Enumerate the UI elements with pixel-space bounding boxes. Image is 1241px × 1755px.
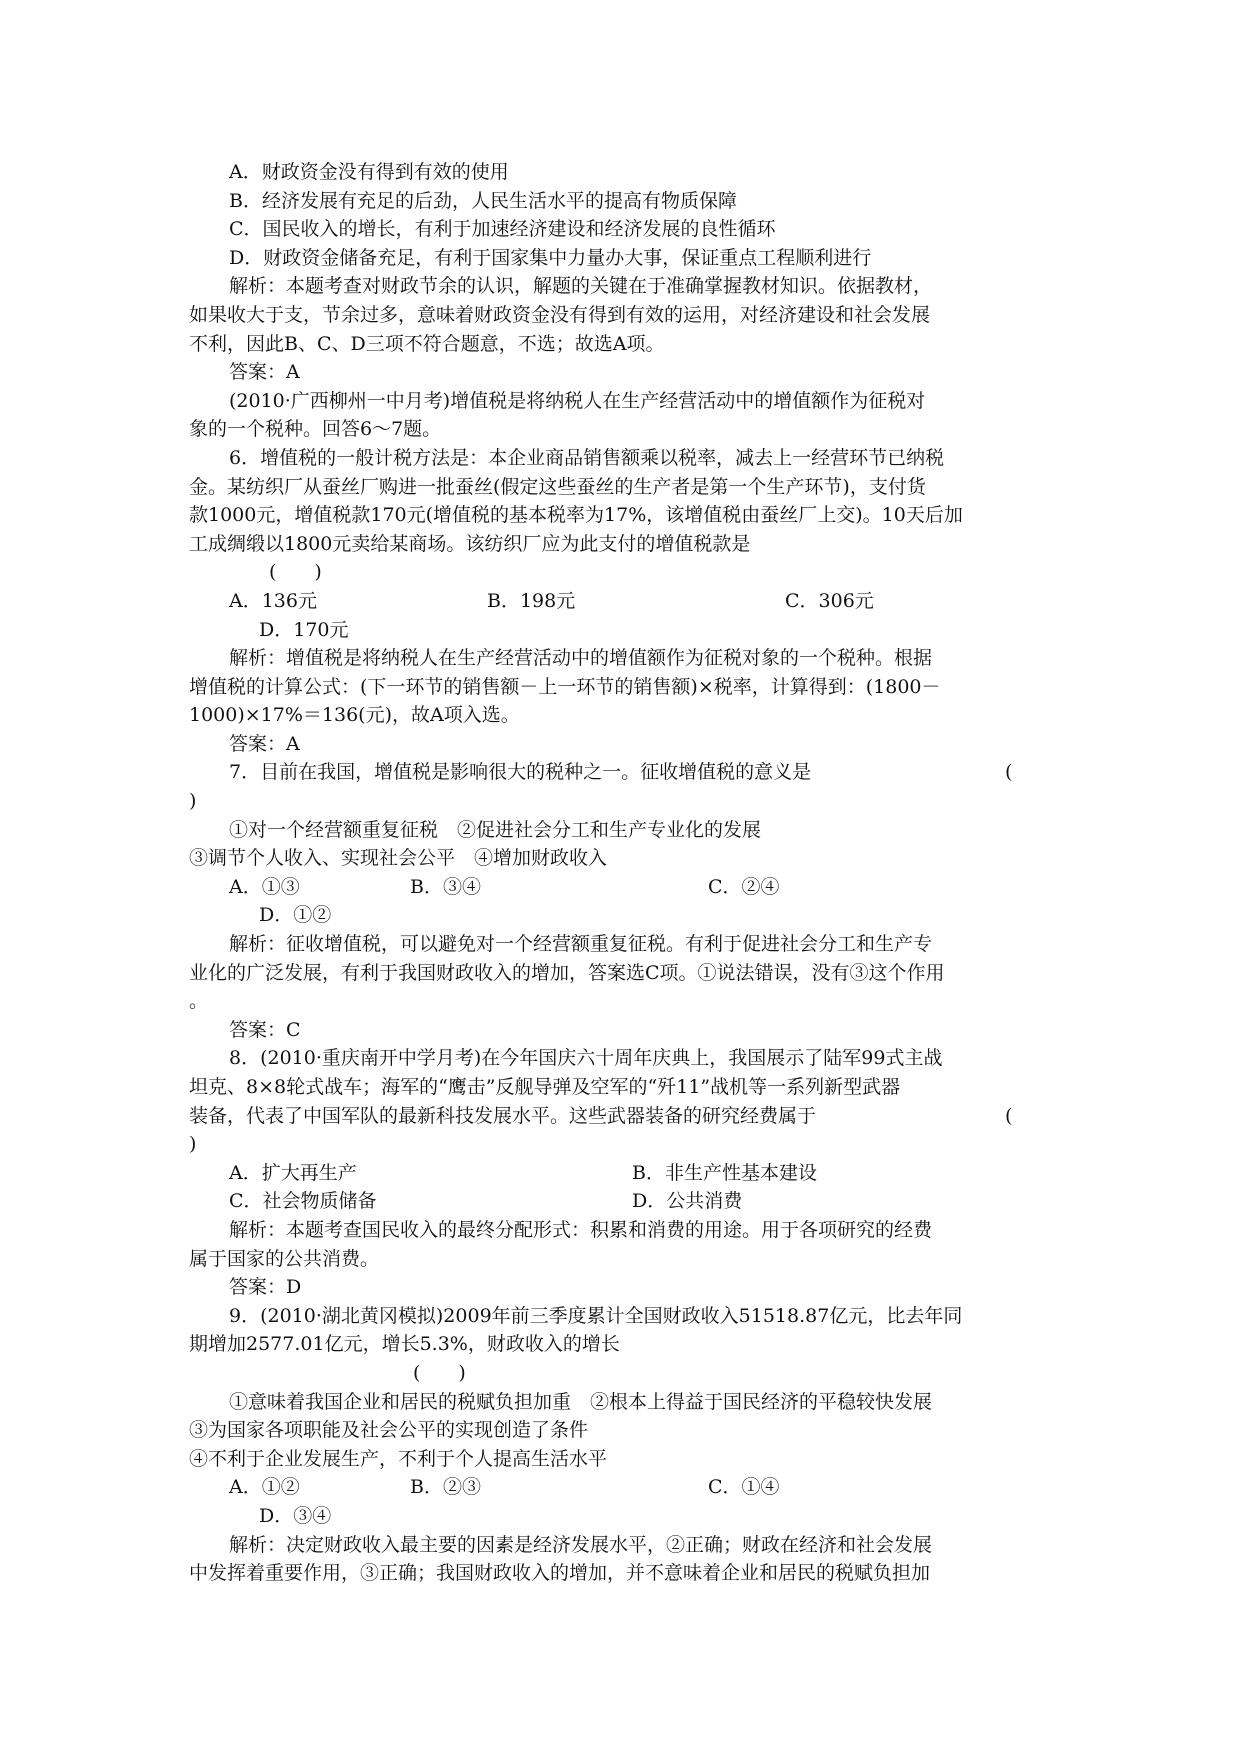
q8-paren-close: ) xyxy=(189,1133,197,1156)
q5-option-b: B．经济发展有充足的后劲，人民生活水平的提高有物质保障 xyxy=(229,189,737,212)
q6-option-d: D．170元 xyxy=(259,618,349,641)
q8-stem-line: 装备，代表了中国军队的最新科技发展水平。这些武器装备的研究经费属于 xyxy=(189,1104,817,1127)
q8-answer: 答案：D xyxy=(229,1276,302,1299)
q9-stem-line: 9．(2010·湖北黄冈模拟)2009年前三季度累计全国财政收入51518.87亿元，比去年同 xyxy=(229,1304,963,1327)
intro-line: 象的一个税种。回答6～7题。 xyxy=(189,418,442,441)
q8-stem-line: 8．(2010·重庆南开中学月考)在今年国庆六十周年庆典上，我国展示了陆军99式主战 xyxy=(229,1047,943,1070)
q8-option-b: B．非生产性基本建设 xyxy=(632,1161,817,1184)
q8-options-row xyxy=(189,1159,1049,1188)
q6-analysis-line: 解析：增值税是将纳税人在生产经营活动中的增值额作为征税对象的一个税种。根据 xyxy=(229,647,933,670)
q9-answer-blank: ( ) xyxy=(413,1361,466,1384)
q8-options-row xyxy=(189,1187,1049,1216)
q9-option-c: C．①④ xyxy=(708,1476,780,1499)
q6-analysis-line: 1000)×17%＝136(元)，故A项入选。 xyxy=(189,704,520,727)
q7-answer: 答案：C xyxy=(229,1018,301,1041)
q9-options-row xyxy=(189,1473,1049,1502)
q7-option-d: D．①② xyxy=(259,904,332,927)
q8-analysis-line: 解析：本题考查国民收入的最终分配形式：积累和消费的用途。用于各项研究的经费 xyxy=(229,1218,933,1241)
q8-stem-row xyxy=(189,1102,1049,1131)
q7-stem-row xyxy=(189,758,1049,787)
q7-stem: 7．目前在我国，增值税是影响很大的税种之一。征收增值税的意义是 xyxy=(229,761,812,784)
document-body xyxy=(189,158,1049,1588)
q8-option-c: C．社会物质储备 xyxy=(229,1190,377,1213)
q5-analysis-line: 不利，因此B、C、D三项不符合题意，不选；故选A项。 xyxy=(189,332,665,355)
q9-analysis-line: 解析：决定财政收入最主要的因素是经济发展水平，②正确；财政在经济和社会发展 xyxy=(229,1533,933,1556)
q8-analysis-line: 属于国家的公共消费。 xyxy=(189,1247,380,1270)
q9-stem-line: 期增加2577.01亿元，增长5.3%，财政收入的增长 xyxy=(189,1333,620,1356)
q9-items-line: ④不利于企业发展生产，不利于个人提高生活水平 xyxy=(189,1447,608,1470)
q6-option-b: B．198元 xyxy=(487,589,576,612)
q6-stem-line: 金。某纺织厂从蚕丝厂购进一批蚕丝(假定这些蚕丝的生产者是第一个生产环节)，支付货 xyxy=(189,475,926,498)
q9-analysis-line: 中发挥着重要作用，③正确；我国财政收入的增加，并不意味着企业和居民的税赋负担加 xyxy=(189,1562,931,1585)
q5-analysis-line: 解析：本题考查对财政节余的认识，解题的关键在于准确掌握教材知识。依据教材， xyxy=(229,275,933,298)
q5-option-a: A．财政资金没有得到有效的使用 xyxy=(229,161,509,183)
q6-answer-blank: ( ) xyxy=(269,561,322,584)
q6-analysis-line: 增值税的计算公式：(下一环节的销售额－上一环节的销售额)×税率，计算得到：(1800－ xyxy=(189,675,941,698)
q7-option-a: A．①③ xyxy=(229,875,300,898)
q7-items-line: ①对一个经营额重复征税 ②促进社会分工和生产专业化的发展 xyxy=(229,818,762,841)
q7-analysis-line: 解析：征收增值税，可以避免对一个经营额重复征税。有利于促进社会分工和生产专 xyxy=(229,933,933,956)
q8-paren-open: ( xyxy=(1005,1104,1013,1127)
q6-answer: 答案：A xyxy=(229,732,300,755)
q5-analysis-line: 如果收大于支，节余过多，意味着财政资金没有得到有效的运用，对经济建设和社会发展 xyxy=(189,303,931,326)
q9-option-b: B．②③ xyxy=(410,1476,481,1499)
q8-option-a: A．扩大再生产 xyxy=(229,1161,357,1184)
q9-option-a: A．①② xyxy=(229,1476,300,1499)
q5-option-d: D．财政资金储备充足，有利于国家集中力量办大事，保证重点工程顺利进行 xyxy=(229,246,872,269)
intro-line: (2010·广西柳州一中月考)增值税是将纳税人在生产经营活动中的增值额作为征税对 xyxy=(229,389,926,412)
q7-analysis-line: 。 xyxy=(189,990,209,1013)
q7-items-line: ③调节个人收入、实现社会公平 ④增加财政收入 xyxy=(189,847,608,870)
q7-paren-close: ) xyxy=(189,790,197,813)
q8-option-d: D．公共消费 xyxy=(632,1190,743,1213)
q7-analysis-line: 业化的广泛发展，有利于我国财政收入的增加，答案选C项。①说法错误，没有③这个作用 xyxy=(189,961,945,984)
q9-option-d: D．③④ xyxy=(259,1504,332,1527)
q6-option-a: A．136元 xyxy=(229,589,317,612)
q7-options-row xyxy=(189,873,1049,902)
q7-paren-open: ( xyxy=(1005,761,1013,784)
q5-option-c: C．国民收入的增长，有利于加速经济建设和经济发展的良性循环 xyxy=(229,218,776,241)
q6-option-c: C．306元 xyxy=(785,589,874,612)
q6-stem-line: 款1000元，增值税款170元(增值税的基本税率为17%，该增值税由蚕丝厂上交)。10天后加 xyxy=(189,504,963,527)
q7-option-c: C．②④ xyxy=(708,875,780,898)
q8-stem-line: 坦克、8×8轮式战车；海军的“鹰击”反舰导弹及空军的“歼11”战机等一系列新型武器 xyxy=(189,1076,901,1098)
q5-answer: 答案：A xyxy=(229,361,300,384)
q7-option-b: B．③④ xyxy=(410,875,481,898)
q6-options-row xyxy=(189,587,1049,616)
q9-items-line: ①意味着我国企业和居民的税赋负担加重 ②根本上得益于国民经济的平稳较快发展 xyxy=(229,1390,933,1413)
q6-stem-line: 6．增值税的一般计税方法是：本企业商品销售额乘以税率，减去上一经营环节已纳税 xyxy=(229,446,945,469)
q6-stem-line: 工成绸缎以1800元卖给某商场。该纺织厂应为此支付的增值税款是 xyxy=(189,532,751,555)
q9-items-line: ③为国家各项职能及社会公平的实现创造了条件 xyxy=(189,1419,589,1442)
